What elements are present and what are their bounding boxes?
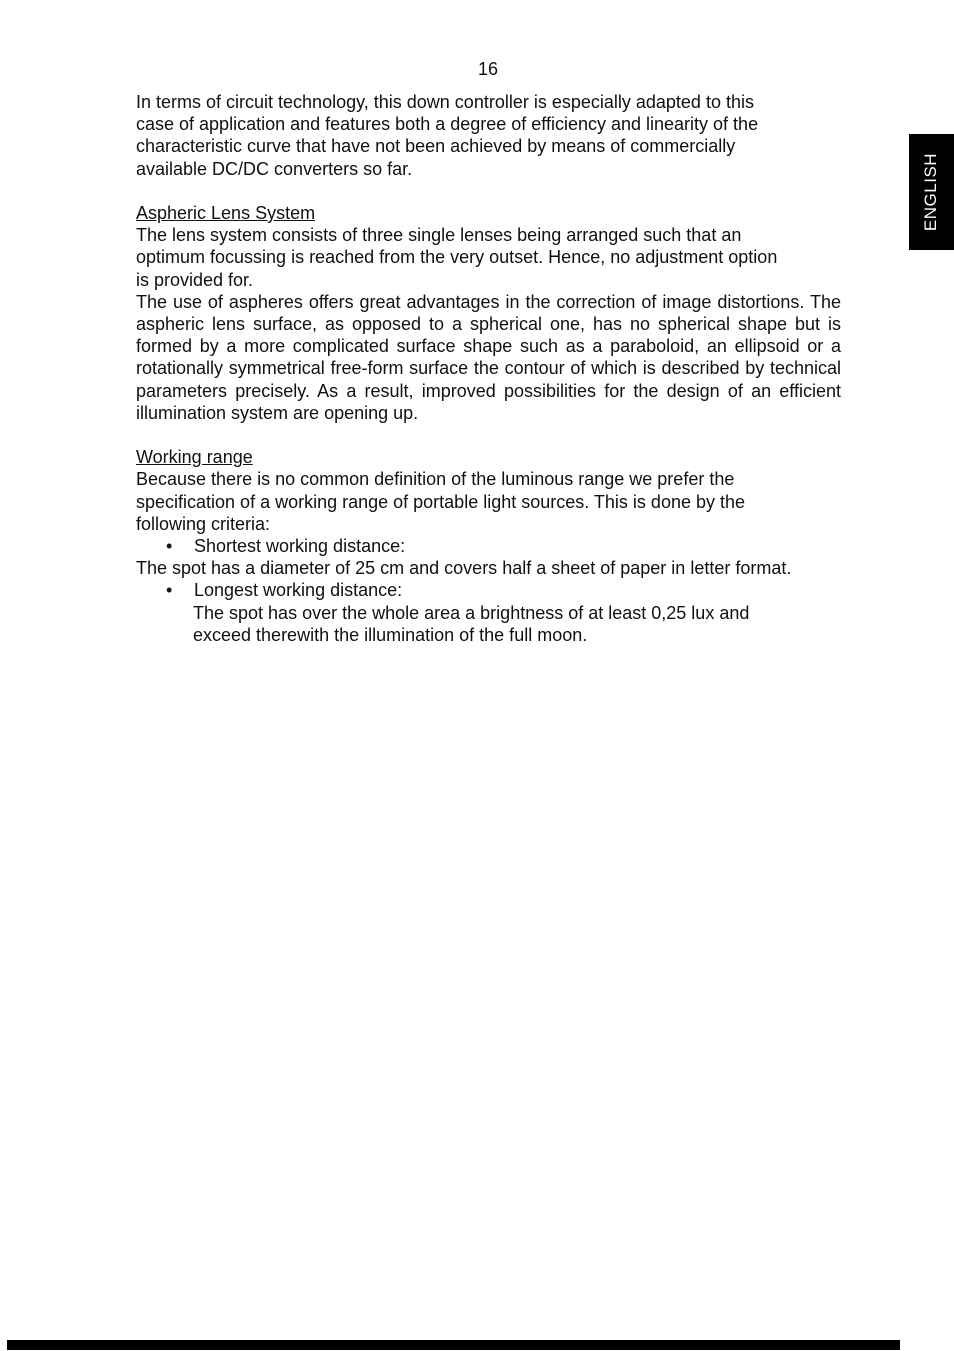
section-heading-aspheric: Aspheric Lens System <box>136 203 316 223</box>
section-heading-working-range: Working range <box>136 447 253 468</box>
paragraph-gap <box>136 180 841 202</box>
page-number: 16 <box>477 59 499 79</box>
working-range-line: specification of a working range of portable light sources. This is done by the <box>136 491 746 512</box>
intro-line: characteristic curve that have not been achieved by means of commercially <box>136 136 736 157</box>
aspheric-paragraph: The use of aspheres offers great advantages in the correction of image distortions. The aspheric lens surface, as opposed to a spherical one, has no spherical shape but is formed by a more complicated surface shape such as a paraboloid, an ellipsoid or a rotationally symmetrical free-form surface the contour of which is described by technical parameters precisely. As a result, improved possibilities for the design of an efficient illumination system are opening up. <box>136 291 841 423</box>
paragraph-gap <box>136 424 841 446</box>
bullet-item <box>136 535 841 557</box>
bullet-item <box>136 579 841 601</box>
page-content <box>136 91 841 646</box>
working-range-line: following criteria: <box>136 513 271 534</box>
working-range-line: Because there is no common definition of the luminous range we prefer the <box>136 469 735 490</box>
intro-line: available DC/DC converters so far. <box>136 158 413 179</box>
bullet-label: Longest working distance: <box>194 580 403 601</box>
bullet-description: The spot has a diameter of 25 cm and covers half a sheet of paper in letter format. <box>136 558 792 579</box>
footer-bar <box>7 1340 900 1350</box>
language-tab <box>909 134 954 250</box>
bullet-description-line: The spot has over the whole area a brightness of at least 0,25 lux and <box>193 602 750 623</box>
aspheric-line: The lens system consists of three single lenses being arranged such that an <box>136 225 742 246</box>
intro-line: In terms of circuit technology, this down controller is especially adapted to this <box>136 92 754 112</box>
intro-line: case of application and features both a degree of efficiency and linearity of the <box>136 114 759 135</box>
bullet-icon: • <box>166 536 173 557</box>
language-tab-label: ENGLISH <box>921 152 941 232</box>
bullet-label: Shortest working distance: <box>194 536 406 557</box>
bullet-icon: • <box>166 580 173 601</box>
bullet-description-line: exceed therewith the illumination of the full moon. <box>193 624 588 645</box>
aspheric-line: is provided for. <box>136 269 254 290</box>
aspheric-line: optimum focussing is reached from the very outset. Hence, no adjustment option <box>136 247 778 268</box>
